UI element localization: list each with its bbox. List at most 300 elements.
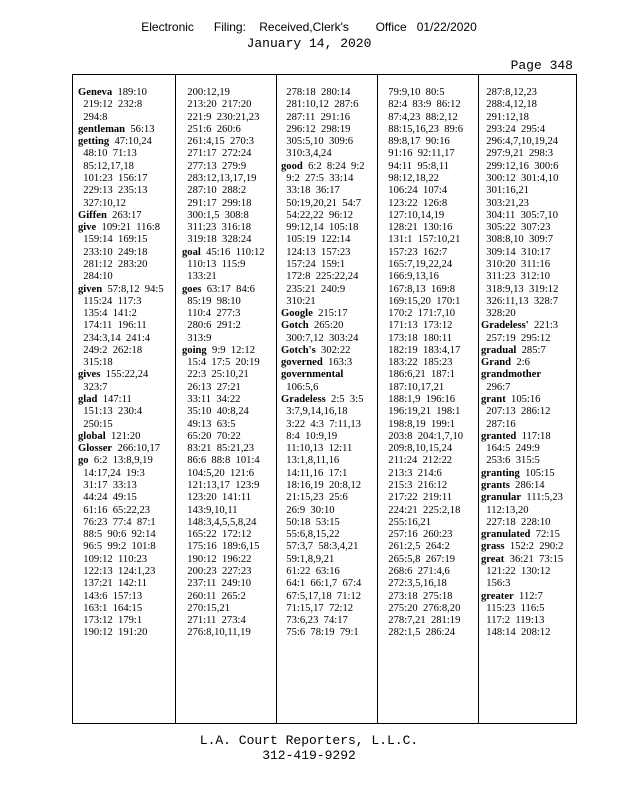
index-entry: [78, 136, 174, 148]
page-line-refs: 117:18: [521, 430, 551, 442]
index-entry: [78, 87, 174, 99]
page-line-refs: 190:12 196:22: [187, 553, 252, 565]
page-line-refs: 305:5,10 309:6: [286, 136, 354, 148]
page-line-refs: 71:15,17 72:12: [286, 602, 354, 614]
index-continuation: [481, 308, 577, 320]
page-line-refs: 133:21: [187, 271, 217, 283]
page-line-refs: 170:2 171:7,10: [388, 308, 456, 320]
index-continuation: [182, 627, 278, 639]
index-entry: [182, 284, 278, 296]
page-line-refs: 73:6,23 74:17: [286, 615, 348, 627]
page-line-refs: 128:21 130:16: [388, 222, 453, 234]
index-continuation: [383, 541, 479, 553]
page-line-refs: 257:16 260:23: [388, 529, 453, 541]
index-continuation: [481, 296, 577, 308]
page-line-refs: 287:16: [486, 418, 516, 430]
page-line-refs: 271:17 272:24: [187, 148, 252, 160]
index-continuation: [78, 517, 174, 529]
index-continuation: [281, 148, 377, 160]
index-entry: [78, 394, 174, 406]
page-line-refs: 148:3,4,5,5,8,24: [187, 516, 257, 528]
page-line-refs: 188:1,9 196:16: [388, 394, 456, 406]
index-continuation: [281, 198, 377, 210]
index-entry: [481, 554, 577, 566]
page-line-refs: 64:1 66:1,7 67:4: [286, 578, 362, 590]
page-line-refs: 91:16 92:11,17: [388, 148, 455, 160]
page-line-refs: 265:20: [313, 320, 344, 332]
page-line-refs: 124:13 157:23: [286, 246, 351, 258]
index-continuation: [182, 124, 278, 136]
page-line-refs: 121:13,17 123:9: [187, 480, 260, 491]
index-continuation: [281, 210, 377, 222]
index-word: grandmother: [481, 369, 542, 381]
page-line-refs: 215:17: [318, 308, 348, 320]
page-line-refs: 235:21 240:9: [286, 283, 346, 295]
index-continuation: [383, 382, 479, 394]
page-line-refs: 165:22 172:12: [187, 529, 252, 541]
index-continuation: [281, 419, 377, 431]
page-line-refs: 157:24 159:1: [286, 258, 346, 270]
index-word: governmental: [281, 369, 344, 381]
index-continuation: [481, 112, 577, 124]
index-continuation: [182, 271, 278, 283]
index-continuation: [383, 431, 479, 443]
index-continuation: [481, 124, 577, 136]
index-continuation: [481, 259, 577, 271]
page-line-refs: 109:12 110:23: [83, 553, 148, 565]
index-continuation: [281, 603, 377, 615]
page-line-refs: 94:11 95:8,11: [388, 160, 450, 172]
page-line-refs: 249:2 262:18: [83, 344, 143, 356]
index-word: good: [281, 160, 303, 172]
page-line-refs: 165:7,19,22,24: [388, 258, 453, 270]
page-line-refs: 2:5 3:5: [331, 394, 364, 406]
index-continuation: [182, 480, 278, 492]
index-continuation: [78, 308, 174, 320]
page-line-refs: 261:4,15 270:3: [187, 136, 255, 148]
index-continuation: [78, 382, 174, 394]
index-word: governed: [281, 357, 323, 369]
index-entry: [78, 210, 174, 222]
page-line-refs: 280:6 291:2: [187, 320, 241, 332]
index-continuation: [281, 468, 377, 480]
index-continuation: [281, 554, 377, 566]
page-line-refs: 200:12,19: [187, 87, 230, 98]
page-line-refs: 26:9 30:10: [286, 504, 335, 516]
page-line-refs: 200:23 227:23: [187, 565, 252, 577]
index-entry: [78, 443, 174, 455]
index-continuation: [383, 529, 479, 541]
index-column-3: [281, 87, 377, 640]
page-line-refs: 3:7,9,14,16,18: [286, 406, 348, 418]
index-word: granulated: [481, 529, 531, 541]
page-line-refs: 148:14 208:12: [486, 627, 551, 639]
page-line-refs: 174:11 196:11: [83, 320, 147, 332]
index-continuation: [481, 222, 577, 234]
index-word: give: [78, 222, 97, 234]
page-line-refs: 303:21,23: [486, 197, 529, 209]
page-line-refs: 151:13 230:4: [83, 406, 143, 418]
page-line-refs: 323:7: [83, 381, 108, 393]
index-entry: [481, 480, 577, 492]
index-continuation: [182, 308, 278, 320]
page-line-refs: 47:10,24: [114, 136, 152, 148]
index-continuation: [481, 136, 577, 148]
page-line-refs: 309:14 310:17: [486, 246, 551, 258]
page-line-refs: 156:3: [486, 578, 511, 590]
page-line-refs: 300:1,5 308:8: [187, 209, 249, 221]
index-continuation: [383, 468, 479, 480]
page-line-refs: 263:17: [112, 209, 142, 221]
page-line-refs: 237:11 249:10: [187, 578, 252, 590]
index-continuation: [182, 99, 278, 111]
page-line-refs: 127:10,14,19: [388, 209, 445, 221]
index-entry: [78, 455, 174, 467]
index-continuation: [383, 161, 479, 173]
page-line-refs: 72:15: [535, 529, 560, 541]
page-line-refs: 266:10,17: [117, 443, 161, 455]
index-continuation: [481, 87, 577, 99]
index-continuation: [182, 87, 278, 99]
index-continuation: [281, 517, 377, 529]
index-continuation: [481, 382, 577, 394]
page-line-refs: 215:3 216:12: [388, 480, 448, 491]
page-line-refs: 213:3 214:6: [388, 467, 442, 479]
index-entry: [78, 431, 174, 443]
page-line-refs: 55:6,8,15,22: [286, 529, 340, 541]
page-line-refs: 300:7,12 303:24: [286, 332, 359, 344]
page-line-refs: 137:21 142:11: [83, 578, 148, 590]
page-line-refs: 87:4,23 88:2,12: [388, 111, 458, 123]
index-continuation: [383, 124, 479, 136]
index-continuation: [78, 271, 174, 283]
index-continuation: [182, 468, 278, 480]
page-line-refs: 83:21 85:21,23: [187, 443, 255, 455]
index-continuation: [78, 615, 174, 627]
index-continuation: [78, 566, 174, 578]
page-line-refs: 328:20: [486, 308, 516, 320]
index-continuation: [481, 333, 577, 345]
page-line-refs: 89:8,17 90:16: [388, 136, 450, 148]
page-line-refs: 85:12,17,18: [83, 160, 134, 172]
page-line-refs: 304:11 305:7,10: [486, 209, 559, 221]
page-line-refs: 86:6 88:8 101:4: [187, 455, 260, 467]
index-continuation: [281, 296, 377, 308]
index-continuation: [182, 234, 278, 246]
index-continuation: [182, 566, 278, 578]
index-word: grant: [481, 394, 506, 406]
index-continuation: [481, 615, 577, 627]
page-line-refs: 287:11 291:16: [286, 111, 351, 123]
index-continuation: [78, 627, 174, 639]
index-entry: [481, 357, 577, 369]
reporter-phone: 312-419-9292: [262, 748, 356, 763]
page-line-refs: 196:19,21 198:1: [388, 406, 461, 418]
page-line-refs: 278:7,21 281:19: [388, 615, 461, 627]
page-line-refs: 65:20 70:22: [187, 430, 241, 442]
index-continuation: [182, 333, 278, 345]
index-continuation: [383, 222, 479, 234]
index-continuation: [281, 382, 377, 394]
index-entry: [481, 320, 577, 332]
index-word: Glosser: [78, 443, 113, 455]
page-line-refs: 88:15,16,23 89:6: [388, 123, 464, 135]
page-line-refs: 75:6 78:19 79:1: [286, 627, 359, 639]
index-word: Giffen: [78, 209, 107, 221]
index-word: given: [78, 283, 103, 295]
index-continuation: [481, 284, 577, 296]
index-entry: [281, 369, 377, 381]
page-line-refs: 224:21 225:2,18: [388, 504, 461, 516]
page-line-refs: 297:9,21 298:3: [486, 148, 554, 160]
index-continuation: [182, 419, 278, 431]
page-line-refs: 159:14 169:15: [83, 234, 148, 246]
page-line-refs: 313:9: [187, 332, 212, 344]
page-line-refs: 105:15: [525, 467, 555, 479]
index-continuation: [182, 603, 278, 615]
index-entry: [481, 541, 577, 553]
index-continuation: [182, 173, 278, 185]
page-line-refs: 49:13 63:5: [187, 418, 236, 430]
page-line-refs: 318:9,13 319:12: [486, 283, 559, 295]
index-entry: [281, 394, 377, 406]
index-entry: [481, 431, 577, 443]
index-continuation: [383, 210, 479, 222]
page-line-refs: 2:6: [516, 357, 530, 369]
page-line-refs: 6:2 13:8,9,19: [93, 455, 153, 467]
page-line-refs: 315:18: [83, 357, 113, 369]
page-line-refs: 167:8,13 169:8: [388, 283, 456, 295]
index-continuation: [182, 259, 278, 271]
index-continuation: [78, 296, 174, 308]
index-continuation: [383, 443, 479, 455]
index-word: getting: [78, 136, 110, 148]
page-line-refs: 173:12 179:1: [83, 615, 143, 627]
page-line-refs: 164:5 249:9: [486, 443, 540, 455]
page-line-refs: 276:8,10,11,19: [187, 627, 251, 639]
index-continuation: [383, 505, 479, 517]
page-line-refs: 310:21: [286, 295, 316, 307]
page-line-refs: 48:10 71:13: [83, 148, 137, 160]
index-continuation: [383, 492, 479, 504]
page-line-refs: 287:8,12,23: [486, 87, 537, 98]
index-continuation: [281, 185, 377, 197]
page-line-refs: 26:13 27:21: [187, 381, 241, 393]
index-continuation: [78, 247, 174, 259]
index-continuation: [481, 210, 577, 222]
page-line-refs: 143:9,10,11: [187, 504, 238, 516]
index-continuation: [481, 455, 577, 467]
page-line-refs: 157:23 162:7: [388, 246, 448, 258]
index-word: go: [78, 455, 89, 467]
index-column-4: [383, 87, 479, 640]
index-continuation: [383, 112, 479, 124]
index-word: Gradeless': [481, 320, 529, 332]
page-line-refs: 172:8 225:22,24: [286, 271, 359, 283]
page-line-refs: 54:22,22 96:12: [286, 209, 354, 221]
index-continuation: [383, 369, 479, 381]
index-continuation: [481, 247, 577, 259]
page-line-refs: 227:18 228:10: [486, 516, 551, 528]
page-line-refs: 131:1 157:10,21: [388, 234, 461, 246]
index-entry: [481, 394, 577, 406]
index-word: granular: [481, 492, 522, 504]
index-word: gentleman: [78, 123, 126, 135]
index-continuation: [78, 185, 174, 197]
index-continuation: [281, 455, 377, 467]
index-continuation: [182, 382, 278, 394]
index-continuation: [281, 615, 377, 627]
index-continuation: [383, 333, 479, 345]
index-continuation: [281, 112, 377, 124]
index-continuation: [281, 124, 377, 136]
page-line-refs: 287:10 288:2: [187, 185, 247, 197]
page-line-refs: 283:12,13,17,19: [187, 172, 257, 184]
index-continuation: [182, 492, 278, 504]
index-word: goes: [182, 283, 202, 295]
page-line-refs: 101:23 156:17: [83, 172, 148, 184]
index-continuation: [383, 554, 479, 566]
index-continuation: [281, 443, 377, 455]
index-continuation: [182, 161, 278, 173]
index-continuation: [182, 615, 278, 627]
page-line-refs: 121:22 130:12: [486, 565, 551, 577]
page-line-refs: 110:4 277:3: [187, 308, 241, 320]
page-line-refs: 45:16 110:12: [206, 246, 265, 258]
index-continuation: [78, 505, 174, 517]
index-continuation: [281, 480, 377, 492]
index-entry: [182, 247, 278, 259]
index-entry: [281, 357, 377, 369]
index-continuation: [281, 492, 377, 504]
index-entry: [281, 320, 377, 332]
index-continuation: [78, 541, 174, 553]
index-continuation: [78, 554, 174, 566]
index-word: granted: [481, 430, 517, 442]
page-line-refs: 57:8,12 94:5: [107, 283, 164, 295]
index-continuation: [481, 419, 577, 431]
page-line-refs: 122:13 124:1,23: [83, 565, 156, 577]
index-continuation: [78, 529, 174, 541]
page-line-refs: 273:18 275:18: [388, 590, 453, 602]
page-line-refs: 169:15,20 170:1: [388, 295, 461, 307]
index-continuation: [182, 222, 278, 234]
page-line-refs: 198:8,19 199:1: [388, 418, 456, 430]
page-line-refs: 285:7: [521, 344, 546, 356]
index-entry: [481, 369, 577, 381]
index-continuation: [78, 480, 174, 492]
index-continuation: [281, 222, 377, 234]
index-word: Gotch: [281, 320, 309, 332]
index-continuation: [78, 333, 174, 345]
index-continuation: [182, 296, 278, 308]
index-continuation: [481, 198, 577, 210]
index-continuation: [281, 247, 377, 259]
page-line-refs: 155:22,24: [105, 369, 149, 381]
page-line-refs: 189:10: [117, 87, 147, 98]
index-continuation: [78, 320, 174, 332]
index-continuation: [383, 517, 479, 529]
page-line-refs: 163:1 164:15: [83, 602, 143, 614]
index-continuation: [78, 419, 174, 431]
index-continuation: [182, 112, 278, 124]
page-line-refs: 115:23 116:5: [486, 602, 545, 614]
page-line-refs: 88:5 90:6 92:14: [83, 529, 156, 541]
page-line-refs: 301:16,21: [486, 185, 529, 197]
page-line-refs: 186:6,21 187:1: [388, 369, 456, 381]
page-line-refs: 282:1,5 286:24: [388, 627, 456, 639]
page-line-refs: 278:18 280:14: [286, 87, 351, 98]
page-line-refs: 221:9 230:21,23: [187, 111, 260, 123]
index-continuation: [281, 333, 377, 345]
page-line-refs: 221:3: [533, 320, 559, 332]
index-continuation: [182, 148, 278, 160]
page-line-refs: 217:22 219:11: [388, 492, 453, 504]
index-continuation: [383, 308, 479, 320]
index-entry: [78, 369, 174, 381]
page-line-refs: 61:16 65:22,23: [83, 504, 151, 516]
index-word: Grand: [481, 357, 512, 369]
index-continuation: [481, 161, 577, 173]
page-line-refs: 233:10 249:18: [83, 246, 148, 258]
index-continuation: [182, 554, 278, 566]
index-continuation: [481, 185, 577, 197]
page-line-refs: 22:3 25:10,21: [187, 369, 249, 381]
page-line-refs: 250:15: [83, 418, 113, 430]
page-line-refs: 6:2 8:24 9:2: [308, 160, 365, 172]
index-column-5: [481, 87, 577, 640]
index-continuation: [383, 234, 479, 246]
page-line-refs: 14:17,24 19:3: [83, 467, 145, 479]
index-continuation: [481, 578, 577, 590]
page-line-refs: 288:4,12,18: [486, 99, 537, 111]
index-continuation: [182, 443, 278, 455]
page-line-refs: 265:5,8 267:19: [388, 553, 456, 565]
index-entry: [281, 161, 377, 173]
index-continuation: [182, 136, 278, 148]
index-continuation: [281, 284, 377, 296]
page-line-refs: 229:13 235:13: [83, 185, 148, 197]
index-continuation: [281, 529, 377, 541]
page-line-refs: 257:19 295:12: [486, 332, 551, 344]
page-line-refs: 173:18 180:11: [388, 332, 453, 344]
page-line-refs: 311:23 312:10: [486, 271, 551, 283]
index-continuation: [481, 234, 577, 246]
index-continuation: [78, 345, 174, 357]
page-line-refs: 15:4 17:5 20:19: [187, 357, 260, 369]
page-line-refs: 59:1,8,9,21: [286, 553, 335, 565]
page-line-refs: 123:22 126:8: [388, 197, 448, 209]
index-continuation: [281, 591, 377, 603]
page-line-refs: 311:23 316:18: [187, 222, 252, 234]
index-continuation: [481, 603, 577, 615]
index-entry: [281, 345, 377, 357]
page-line-refs: 112:7: [519, 590, 543, 602]
page-line-refs: 260:11 265:2: [187, 590, 246, 602]
page-line-refs: 281:12 283:20: [83, 258, 148, 270]
index-continuation: [481, 406, 577, 418]
page-line-refs: 147:11: [102, 394, 132, 406]
index-entry: [481, 492, 577, 504]
index-word: Google: [281, 308, 313, 320]
index-continuation: [383, 591, 479, 603]
page-line-refs: 109:21 116:8: [101, 222, 161, 234]
page-line-refs: 152:2 290:2: [509, 541, 564, 553]
index-continuation: [281, 271, 377, 283]
index-continuation: [78, 357, 174, 369]
column-divider: [377, 75, 378, 723]
page-line-refs: 99:12,14 105:18: [286, 222, 359, 234]
